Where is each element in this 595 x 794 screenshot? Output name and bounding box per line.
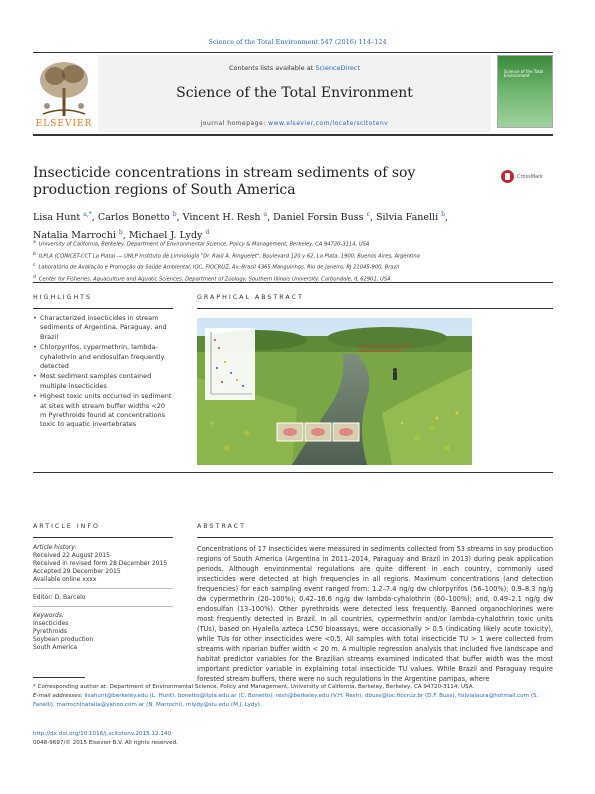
affiliation-item: d Center for Fisheries, Aquaculture and Aquatic Sciences, Department of Zoology, Southern Illinois University, Carbondale, IL 62901, USA bbox=[33, 275, 391, 283]
affiliation-item: a University of California, Berkeley, Department of Environmental Science, Policy & Management, Berkeley, CA 94720-3114, USA bbox=[33, 240, 370, 248]
article-history bbox=[33, 544, 173, 584]
article-info-rule bbox=[33, 537, 173, 538]
author-list: Lisa Hunt $^{a,*}$, Carlos Bonetto $^b$, Vincent H. Resh $^a$, Daniel Forsin Buss $^c$, Silvia Fanelli $^b$, Natalia Marrochi $^b$, Michael J. Lydy $^d$ bbox=[33, 211, 449, 242]
copyright: 0048-9697/© 2015 Elsevier B.V. All rights reserved. bbox=[33, 740, 178, 746]
history-label: Article history: bbox=[33, 544, 77, 551]
abstract-heading: ABSTRACT bbox=[197, 523, 246, 530]
journal-cover-image[interactable] bbox=[497, 55, 553, 128]
affiliation-item: c Laboratório de Avaliação e Promoção da Saúde Ambiental, IOC, FIOCRUZ, Av. Brasil 4365 Manguinhos, Rio de Janeiro, RJ 21045-900, Brazil bbox=[33, 263, 400, 272]
top-rule bbox=[33, 52, 553, 53]
author-name[interactable]: Vincent H. Resh bbox=[182, 212, 261, 224]
highlights-rule bbox=[33, 308, 173, 309]
graphical-abstract-rule bbox=[197, 308, 553, 309]
editor-rule bbox=[33, 606, 173, 607]
history-rule bbox=[33, 588, 173, 589]
homepage-prefix: journal homepage: bbox=[200, 120, 269, 127]
crossmark-label: CrossMark bbox=[517, 173, 544, 180]
editor: Editor: D. Barcelo bbox=[33, 594, 86, 601]
affiliation-item: b ILPLA (CONICET-CCT La Plata) — UNLP Instituto de Limnología "Dr. Raúl A. Ringuelet", Boulevard 120 y 62, La Plata, 1900, Buenos Aires, Argentina bbox=[33, 251, 420, 260]
article-info-heading: ARTICLE INFO bbox=[33, 523, 100, 530]
keywords bbox=[33, 612, 173, 652]
keyword-item: Insecticides bbox=[33, 620, 69, 627]
masthead-rule bbox=[33, 134, 553, 136]
footnote-rule bbox=[33, 677, 85, 678]
author-name[interactable]: Silvia Fanelli bbox=[375, 212, 439, 224]
author-affil-mark[interactable]: b bbox=[441, 211, 445, 218]
doi-link[interactable]: http://dx.doi.org/10.1016/j.scitotenv.2015.12.140 bbox=[33, 731, 172, 737]
homepage-link[interactable]: www.elsevier.com/locate/scitotenv bbox=[268, 120, 389, 127]
abstract-rule bbox=[197, 537, 553, 538]
keywords-label: Keywords: bbox=[33, 612, 64, 619]
doi-block bbox=[33, 730, 178, 748]
history-item: Available online xxxx bbox=[33, 576, 97, 583]
author-name[interactable]: Natalia Marrochi bbox=[33, 230, 116, 242]
author-name[interactable]: Michael J. Lydy bbox=[128, 230, 203, 242]
history-item: Received in revised form 28 December 2015 bbox=[33, 560, 168, 567]
contents-line bbox=[98, 64, 491, 72]
affiliation-rule bbox=[33, 282, 553, 283]
keyword-item: Soybean production bbox=[33, 636, 94, 643]
sciencedirect-link[interactable]: ScienceDirect bbox=[315, 64, 360, 72]
footnote bbox=[33, 683, 553, 710]
article-title: Insecticide concentrations in stream sediments of soy production regions of South America bbox=[33, 165, 416, 198]
graphical-abstract-heading: GRAPHICAL ABSTRACT bbox=[197, 294, 304, 301]
author-name[interactable]: Lisa Hunt bbox=[33, 212, 81, 224]
history-item: Accepted 29 December 2015 bbox=[33, 568, 121, 575]
keyword-item: Pyrethroids bbox=[33, 628, 67, 635]
corresponding-author: * Corresponding author at: Department of Environmental Science, Policy and Management, University of California, Berkeley, Berkeley, CA 94720-3114, USA. bbox=[33, 684, 475, 690]
author-name[interactable]: Daniel Forsin Buss bbox=[273, 212, 364, 224]
email-addresses bbox=[33, 692, 553, 710]
highlight-item: • Highest toxic units occurred in sediment at sites with stream buffer widths <20 m Pyrethroids found at concentrations toxic to aquatic invertebrates bbox=[33, 392, 173, 430]
abstract-text: Concentrations of 17 insecticides were measured in sediments collected from 53 streams in soy production regions of South America (Argentina in 2011–2014, Paraguay and Brazil in 2013) during peak application periods. Although environmental regulations are quite different in each country, commonly used insecticides were detected at high frequencies in all regions. Maximum concentrations (and detection frequencies) for each sampling event ranged from: 1.2–7.4 ng/g dw chlorpyrifos (56–100%); 0.9–8.3 ng/g dw cypermethrin (20–100%); 0.42–16.6 ng/g dw lambda-cyhalothrin (60–100%); and, 0.49–2.1 ng/g dw endosulfan (13–100%). Other pyrethroids were detected less frequently. Banned organochlorines were most frequently detected in Brazil. In all countries, cypermethrin and/or lambda-cyhalothrin toxic units (TUs), based on Hyalella azteca LC50 bioassays, were occasionally > 0.5 (indicating likely acute toxicity), while TUs for other insecticides were <0.5. All samples with total insecticide TU > 1 were collected from streams with riparian buffer width < 20 m. A multiple regression analysis that included five landscape and habitat predictor variables for the Brazilian streams examined indicated that buffer width was the most important predictor variable in explaining total insecticide TU values. While Brazil and Paraguay require forested stream buffers, there were no such regulations in the Argentine pampas, where bbox=[197, 545, 553, 683]
email-list[interactable]: lisahunt@berkeley.edu (L. Hunt), bonetto@ilpla.edu.ar (C. Bonetto), resh@berkeley.edu (V.H. Resh), dbuss@ioc.fiocruz.br (D.F. Buss), fsilvialaura@hotmail.com (S. Fanelli), marrochinatalia@yahoo.com.ar (N. Marrochi), mlydy@siu.edu (M.J. Lydy). bbox=[33, 693, 539, 708]
homepage-line bbox=[98, 120, 491, 127]
author-affil-mark[interactable]: a,* bbox=[83, 211, 92, 218]
history-item: Received 22 August 2015 bbox=[33, 552, 110, 559]
author-affil-mark[interactable]: c bbox=[366, 211, 370, 218]
highlight-item: • Characterized insecticides in stream sediments of Argentina, Paraguay, and Brazil bbox=[33, 314, 173, 342]
affiliations bbox=[33, 238, 553, 285]
crossmark-icon bbox=[501, 170, 514, 183]
author-affil-mark[interactable]: b bbox=[118, 229, 123, 237]
keyword-item: South America bbox=[33, 644, 78, 651]
email-label: E-mail addresses: bbox=[33, 693, 85, 699]
graphical-abstract-image[interactable] bbox=[197, 318, 472, 465]
crossmark-button[interactable] bbox=[501, 170, 543, 183]
journal-reference[interactable]: Science of the Total Environment 547 (2016) 114–124 bbox=[208, 38, 387, 46]
author-affil-mark[interactable]: a bbox=[263, 211, 268, 218]
author-affil-mark[interactable]: d bbox=[205, 229, 210, 237]
graphical-abstract-bottom-rule bbox=[33, 472, 553, 473]
cover-title: Science of the Total Environment bbox=[504, 69, 544, 79]
journal-name: Science of the Total Environment bbox=[176, 85, 413, 101]
author-name[interactable]: Carlos Bonetto bbox=[97, 212, 170, 224]
contents-prefix: Contents lists available at bbox=[229, 64, 316, 72]
highlight-item: • Most sediment samples contained multiple insecticides bbox=[33, 372, 173, 391]
highlight-item: • Chlorpyrifos, cypermethrin, lambda-cyhalothrin and endosulfan frequently detected bbox=[33, 343, 173, 371]
highlights-heading: HIGHLIGHTS bbox=[33, 294, 93, 301]
author-affil-mark[interactable]: b bbox=[172, 211, 177, 218]
publisher-name: ELSEVIER bbox=[35, 119, 93, 129]
highlights-list bbox=[33, 314, 173, 431]
